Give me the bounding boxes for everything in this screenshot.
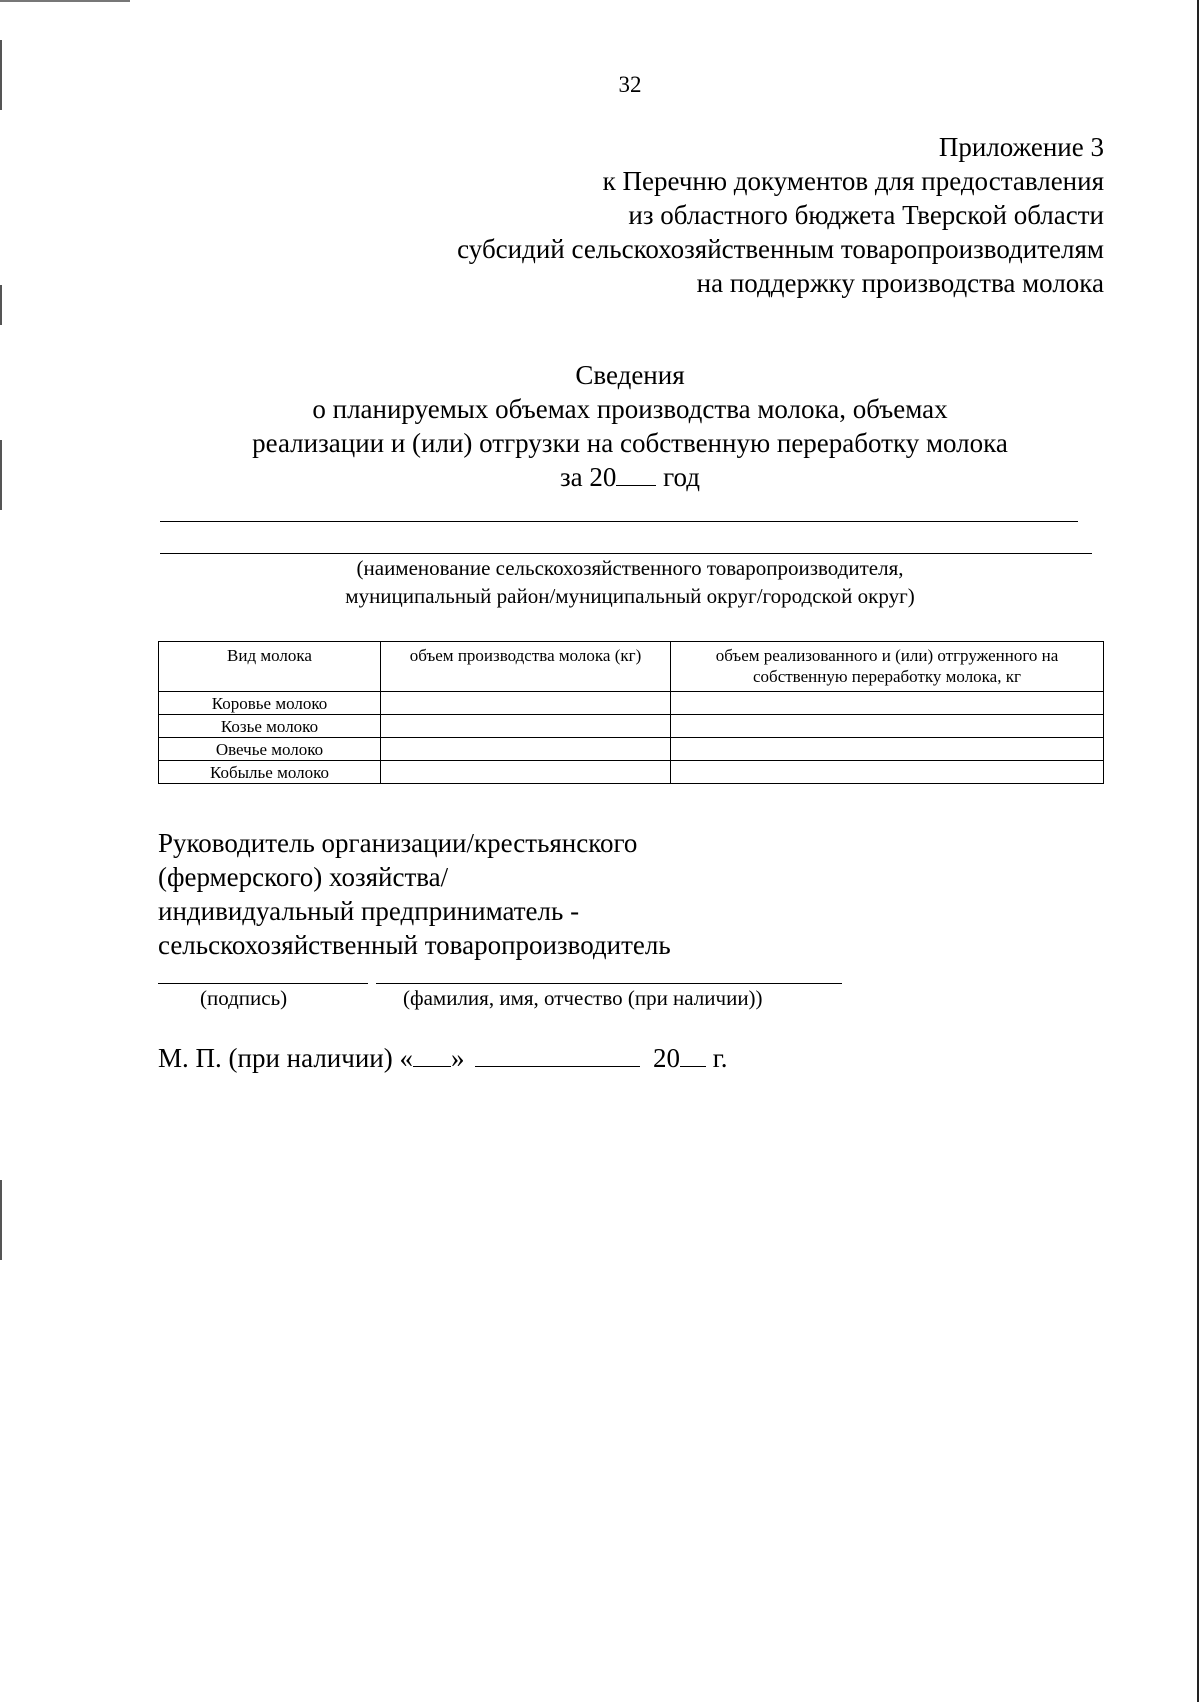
title-heading: Сведения: [575, 360, 685, 390]
year-prefix: за 20: [559, 462, 617, 492]
full-name-caption: (фамилия, имя, отчество (при наличии)): [403, 986, 763, 1010]
table-row: [159, 761, 1104, 784]
close-quote: »: [450, 1043, 465, 1073]
scan-edge-top: [0, 0, 130, 2]
milk-type-cell: Кобылье молоко: [159, 761, 381, 784]
stamp-year-prefix: 20: [652, 1043, 680, 1073]
signer-line: Руководитель организации/крестьянского: [158, 828, 638, 858]
column-header-milk-type: Вид молока: [159, 642, 381, 692]
milk-type-cell: Козье молоко: [159, 715, 381, 738]
scan-edge-mark: [0, 1180, 2, 1260]
sold-cell[interactable]: [671, 761, 1104, 784]
caption-line-1: (наименование сельскохозяйственного товаропроизводителя,: [356, 556, 904, 580]
day-blank[interactable]: [413, 1044, 451, 1067]
stamp-year-suffix: г.: [712, 1043, 728, 1073]
appendix-line: из областного бюджета Тверской области: [628, 200, 1104, 230]
sold-cell[interactable]: [671, 692, 1104, 715]
milk-volume-table: [158, 641, 1104, 784]
appendix-line: субсидий сельскохозяйственным товаропроизводителям: [457, 234, 1104, 264]
producer-name-line-1[interactable]: [160, 521, 1078, 522]
production-cell[interactable]: [381, 715, 671, 738]
appendix-line: Приложение 3: [938, 132, 1104, 162]
stamp-date-line: [158, 1043, 728, 1074]
table-row: [159, 692, 1104, 715]
milk-type-cell: Овечье молоко: [159, 738, 381, 761]
column-header-sold: объем реализованного и (или) отгруженного на собственную переработку молока, кг: [671, 642, 1104, 692]
sold-cell[interactable]: [671, 738, 1104, 761]
signature-line[interactable]: [158, 983, 368, 984]
document-title: [0, 358, 1200, 494]
stamp-year-blank[interactable]: [680, 1044, 706, 1067]
column-header-production: объем производства молока (кг): [381, 642, 671, 692]
stamp-prefix: М. П. (при наличии) «: [158, 1043, 413, 1073]
full-name-line[interactable]: [376, 983, 842, 984]
appendix-line: к Перечню документов для предоставления: [602, 166, 1104, 196]
page-number: 32: [618, 72, 642, 97]
appendix-line: на поддержку производства молока: [696, 268, 1104, 298]
signer-line: сельскохозяйственный товаропроизводитель: [158, 930, 671, 960]
year-blank[interactable]: [616, 463, 656, 486]
title-line-1: о планируемых объемах производства молока, объемах: [312, 394, 948, 424]
table-row: [159, 715, 1104, 738]
appendix-heading: [457, 130, 1104, 300]
producer-caption: [0, 554, 1200, 610]
year-suffix: год: [663, 462, 701, 492]
caption-line-2: муниципальный район/муниципальный округ/городской округ): [345, 584, 915, 608]
production-cell[interactable]: [381, 692, 671, 715]
signer-line: (фермерского) хозяйства/: [158, 862, 449, 892]
month-blank[interactable]: [475, 1044, 640, 1067]
title-line-2: реализации и (или) отгрузки на собственную переработку молока: [252, 428, 1008, 458]
production-cell[interactable]: [381, 738, 671, 761]
production-cell[interactable]: [381, 761, 671, 784]
signer-title: [158, 826, 671, 962]
scan-edge-right: [1197, 0, 1199, 1702]
signer-line: индивидуальный предприниматель -: [158, 896, 580, 926]
milk-type-cell: Коровье молоко: [159, 692, 381, 715]
sold-cell[interactable]: [671, 715, 1104, 738]
signature-caption: (подпись): [200, 986, 288, 1010]
table-header-row: [159, 642, 1104, 692]
title-year: [0, 460, 1200, 494]
scan-edge-mark: [0, 285, 2, 325]
table-row: [159, 738, 1104, 761]
